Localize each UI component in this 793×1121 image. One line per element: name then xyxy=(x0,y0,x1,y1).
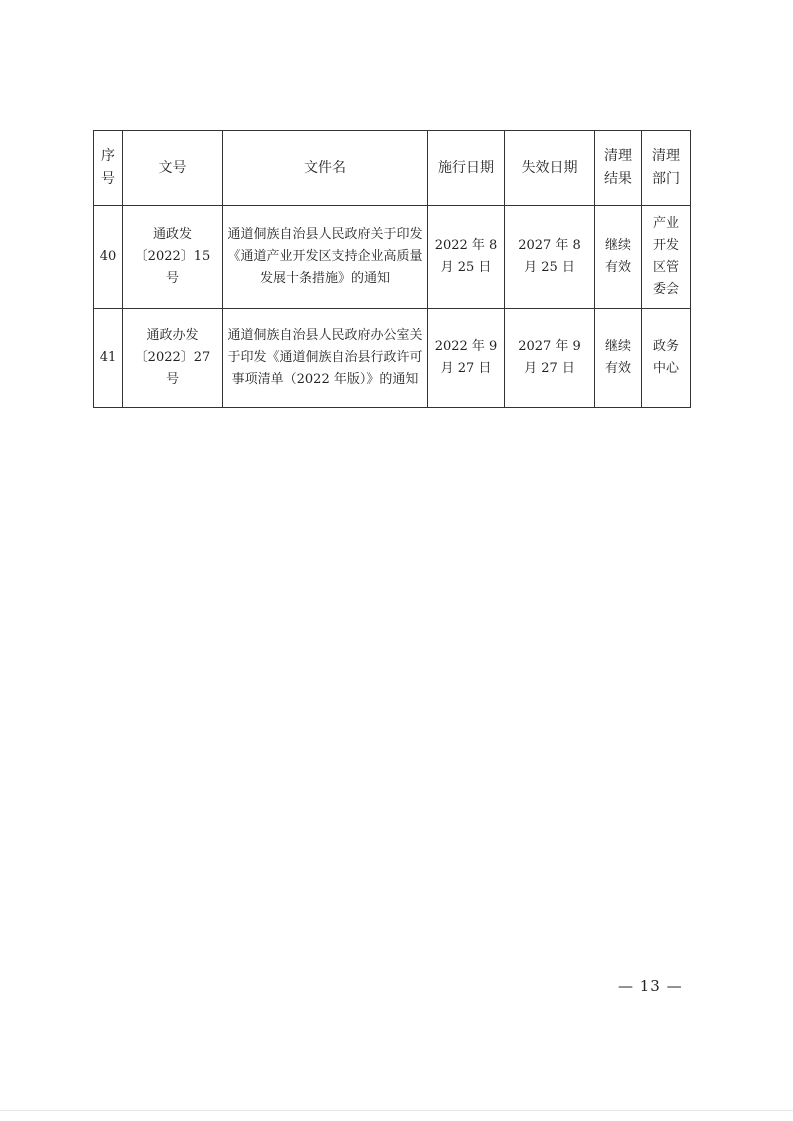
cell-expiry-date: 2027 年 8 月 25 日 xyxy=(505,206,595,309)
cell-doc-no: 通政发 〔2022〕15 号 xyxy=(123,206,223,309)
header-department: 清理 部门 xyxy=(642,131,691,206)
table-row xyxy=(94,206,691,309)
scan-edge-divider xyxy=(0,1110,793,1111)
header-row xyxy=(94,131,691,206)
cell-seq: 41 xyxy=(94,309,123,408)
page-number: — 13 — xyxy=(618,977,683,995)
cleanup-table xyxy=(93,130,691,408)
cell-expiry-date: 2027 年 9 月 27 日 xyxy=(505,309,595,408)
cell-department: 政务 中心 xyxy=(642,309,691,408)
cell-seq: 40 xyxy=(94,206,123,309)
header-seq: 序 号 xyxy=(94,131,123,206)
header-expiry-date: 失效日期 xyxy=(505,131,595,206)
header-result: 清理 结果 xyxy=(595,131,642,206)
cell-doc-name: 通道侗族自治县人民政府办公室关于印发《通道侗族自治县行政许可事项清单（2022 年版）》的通知 xyxy=(223,309,428,408)
header-doc-no: 文号 xyxy=(123,131,223,206)
cell-result: 继续 有效 xyxy=(595,309,642,408)
cell-effective-date: 2022 年 9 月 27 日 xyxy=(428,309,505,408)
table-row xyxy=(94,309,691,408)
cell-doc-no: 通政办发 〔2022〕27 号 xyxy=(123,309,223,408)
cell-effective-date: 2022 年 8 月 25 日 xyxy=(428,206,505,309)
header-effective-date: 施行日期 xyxy=(428,131,505,206)
cell-result: 继续 有效 xyxy=(595,206,642,309)
cell-doc-name: 通道侗族自治县人民政府关于印发《通道产业开发区支持企业高质量发展十条措施》的通知 xyxy=(223,206,428,309)
cell-department: 产业 开发 区管 委会 xyxy=(642,206,691,309)
header-doc-name: 文件名 xyxy=(223,131,428,206)
